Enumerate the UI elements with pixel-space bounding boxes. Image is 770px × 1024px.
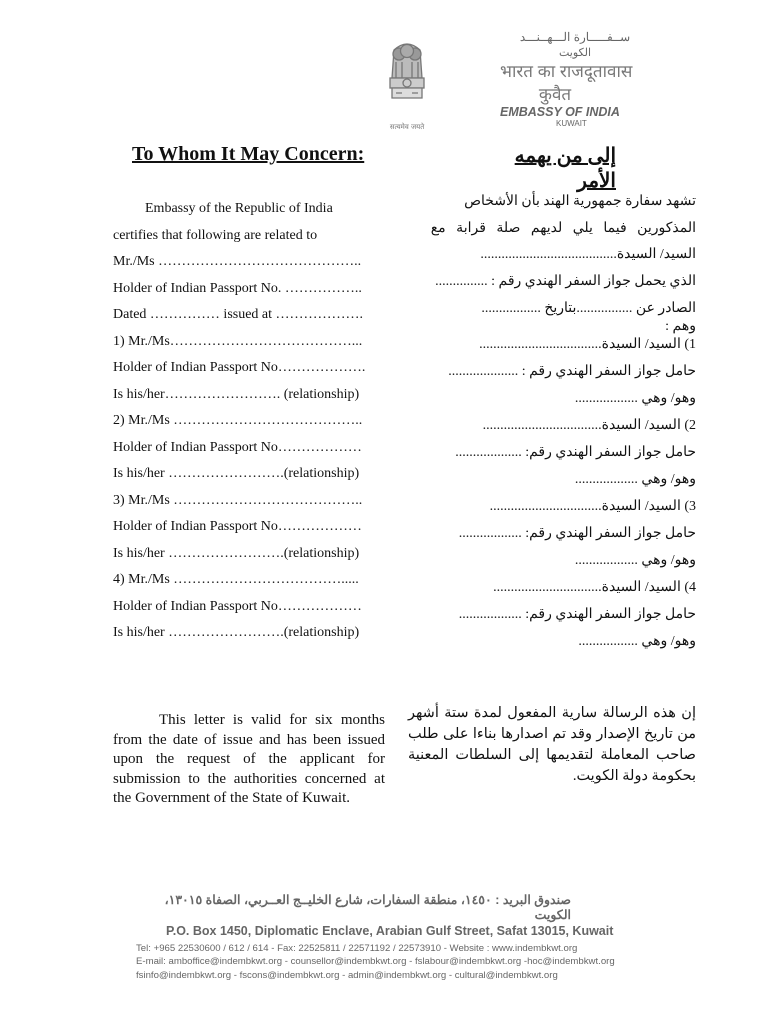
english-kuwait: KUWAIT	[556, 119, 587, 128]
footer-contacts	[136, 942, 616, 982]
arabic-kuwait: الكويت	[558, 47, 592, 59]
arabic-line: وهو/ وهي .................	[578, 634, 696, 649]
title-english: To Whom It May Concern:	[132, 143, 365, 165]
arabic-line: 3) السيد/ السيدة................................	[489, 499, 696, 514]
arabic-line: 4) السيد/ السيدة...............................	[493, 580, 696, 595]
arabic-embassy-name: ســفـــــارة الـــهــنـــد	[519, 30, 631, 44]
english-line: 4) Mr./Ms ……………………………….....	[113, 572, 359, 587]
arabic-line: 1) السيد/ السيدة...................................	[479, 337, 696, 352]
footer	[136, 892, 616, 982]
arabic-line: وهو/ وهي ..................	[574, 391, 696, 406]
english-line: Holder of Indian Passport No……………….	[113, 360, 366, 375]
arabic-line: وهو/ وهي ..................	[574, 553, 696, 568]
footer-address: P.O. Box 1450, Diplomatic Enclave, Arabian Gulf Street, Safat 13015, Kuwait	[166, 924, 614, 938]
english-line: Is his/her …………………….(relationship)	[113, 625, 360, 640]
english-line: certifies that following are related to	[113, 227, 318, 243]
arabic-line: 2) السيد/ السيدة..................................	[482, 418, 696, 433]
english-line: Is his/her …………………….(relationship)	[113, 545, 360, 561]
footer-email-line: fsinfo@indembkwt.org - fscons@indembkwt.org - admin@indembkwt.org - cultural@indembkwt.org	[136, 969, 558, 981]
english-line: 3) Mr./Ms …………………………………..	[113, 492, 363, 508]
validity-arabic: إن هذه الرسالة سارية المفعول لمدة ستة أشهر من تاريخ الإصدار وقد تم اصدارها بناءا على طلب صاحب المعاملة لتقديمها إلى السلطات المعنية بحكومة دولة الكويت.	[408, 705, 696, 784]
embassy-letterhead	[500, 30, 650, 128]
footer-arabic-address: صندوق البريد : ١٤٥٠، منطقة السفارات، شارع الخليــج العــربي، الصفاة ١٣٠١٥، الكويت	[164, 893, 571, 922]
arabic-line: الذي يحمل جواز السفر الهندي رقم : ...............	[435, 274, 696, 289]
english-line: Mr./Ms ……………………………………..	[113, 254, 362, 269]
hindi-embassy-name: भारत का राजदूतावास	[500, 62, 633, 81]
arabic-line: السيد/ السيدة.......................................	[480, 247, 696, 262]
arabic-line: وهم :	[665, 319, 696, 334]
arabic-line: المذكورين فيما يلي لديهم صلة قرابة مع	[430, 221, 696, 236]
english-line: 1) Mr./Ms…………………………………...	[113, 333, 363, 349]
arabic-line: حامل جواز السفر الهندي رقم : ....................	[448, 364, 696, 379]
arabic-line: الصادر عن ................بتاريخ .................	[481, 301, 696, 316]
english-line: Holder of Indian Passport No………………	[113, 439, 362, 455]
english-line: Holder of Indian Passport No………………	[113, 519, 362, 534]
english-line: Holder of Indian Passport No………………	[113, 598, 362, 614]
arabic-body	[410, 193, 696, 651]
english-line: Is his/her……………………. (relationship)	[113, 386, 360, 402]
footer-tel-line: Tel: +965 22530600 / 612 / 614 - Fax: 22525811 / 22571192 / 22573910 - Website : www.indembkwt.org	[136, 943, 578, 954]
validity-english: This letter is valid for six months from the date of issue and has been issued upon the request of the applicant for submission to the authorities concerned at the Government of the State of Kuwait.	[113, 712, 385, 806]
emblem-motto: सत्यमेव जयते	[389, 123, 425, 131]
arabic-line: حامل جواز السفر الهندي رقم: ...................	[455, 445, 696, 460]
national-emblem-icon	[372, 38, 442, 131]
arabic-line: حامل جواز السفر الهندي رقم: ..................	[458, 526, 696, 541]
english-line: Is his/her …………………….(relationship)	[113, 466, 360, 481]
footer-email-line: E-mail: amboffice@indembkwt.org - counsellor@indembkwt.org - fslabour@indembkwt.org -hoc@indembkwt.org	[136, 956, 615, 968]
english-line: Dated …………… issued at ……………….	[113, 307, 364, 322]
arabic-line: وهو/ وهي ..................	[574, 472, 696, 487]
hindi-kuwait: कुवैत	[538, 85, 572, 104]
english-line: Holder of Indian Passport No. ……………..	[113, 280, 362, 296]
english-line: 2) Mr./Ms …………………………………..	[113, 413, 363, 428]
arabic-line: تشهد سفارة جمهورية الهند بأن الأشخاص	[464, 194, 696, 209]
english-line: Embassy of the Republic of India	[145, 201, 333, 216]
english-body	[113, 200, 393, 651]
arabic-line: حامل جواز السفر الهندي رقم: ..................	[458, 607, 696, 622]
english-embassy-name: EMBASSY OF INDIA	[500, 105, 620, 119]
title-arabic: إلى من يهمه الأمر	[514, 145, 616, 192]
